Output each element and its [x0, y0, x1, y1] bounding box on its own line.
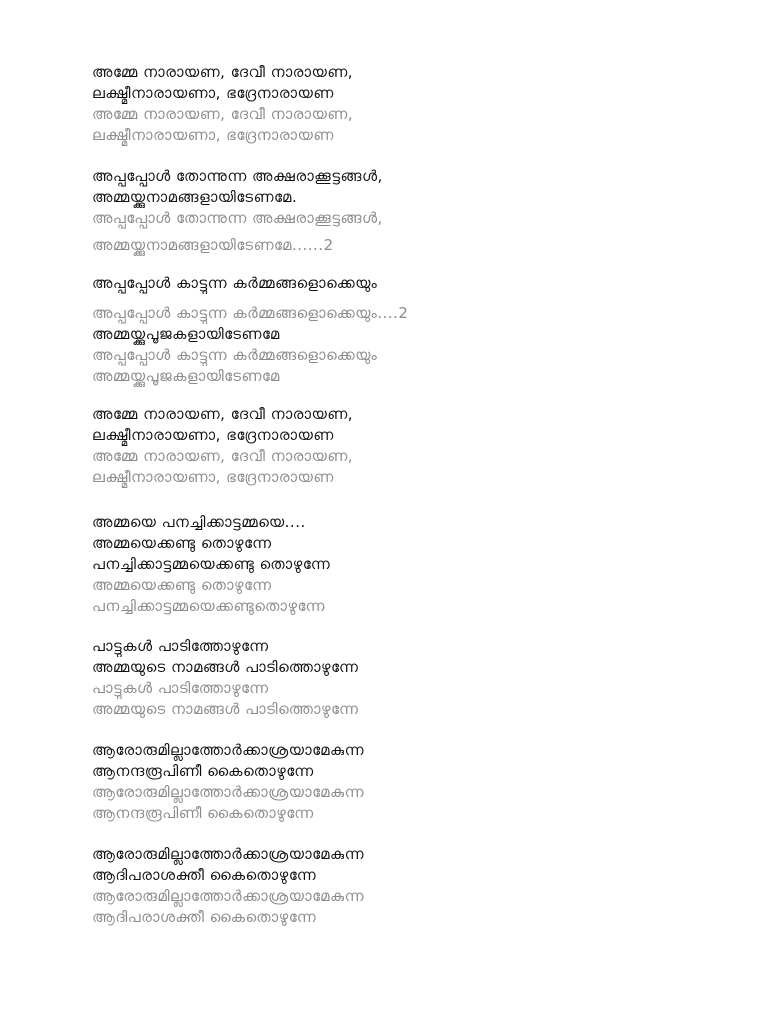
stanza-8 [92, 844, 712, 928]
lyric-line-repeat: അപ്പപ്പോൾ കാട്ടുന്ന കർമ്മങ്ങളൊക്കെയും....2 [92, 304, 409, 322]
lyric-line-repeat: ആരോരുമില്ലാത്തോർക്കാശ്രയാമേകുന്ന [92, 783, 365, 801]
lyric-line-repeat: ആദിപരാശക്തീ കൈതൊഴുന്നേ [92, 908, 317, 926]
stanza-4 [92, 404, 712, 488]
lyric-line: അമ്മയെ പനച്ചിക്കാട്ടമ്മയെ.... [92, 513, 306, 531]
lyric-line-repeat: ആരോരുമില്ലാത്തോർക്കാശ്രയാമേകുന്ന [92, 887, 365, 905]
lyric-line-repeat: അമ്മയെക്കണ്ടു തൊഴുന്നേ [92, 576, 272, 594]
lyric-line-repeat: അമ്മയുടെ നാമങ്ങൾ പാടിത്തൊഴുന്നേ [92, 700, 359, 718]
lyric-line: അമ്മയ്ക്കുപൂജകളായിടേണമേ [92, 325, 280, 343]
lyric-line: ആദിപരാശക്തീ കൈതൊഴുന്നേ [92, 866, 317, 884]
lyric-line: അമ്മയുടെ നാമങ്ങൾ പാടിത്തൊഴുന്നേ [92, 658, 359, 676]
lyric-line: അമ്മയെക്കണ്ടു തൊഴുന്നേ [92, 534, 272, 552]
stanza-3 [92, 273, 712, 387]
lyric-line-repeat: ആനന്ദരൂപിണീ കൈതൊഴുന്നേ [92, 804, 314, 822]
lyric-line: അപ്പപ്പോൾ കാട്ടുന്ന കർമ്മങ്ങളൊക്കെയും [92, 274, 378, 292]
stanza-7 [92, 740, 712, 824]
lyric-line: അമ്മയ്ക്കുനാമങ്ങളായിടേണമേ. [92, 188, 298, 206]
stanza-1 [92, 62, 712, 146]
lyric-line-repeat: അമ്മേ നാരായണ, ദേവീ നാരായണ, [92, 447, 354, 465]
stanza-5 [92, 512, 712, 617]
lyric-line-repeat: അമ്മേ നാരായണ, ദേവീ നാരായണ, [92, 105, 354, 123]
lyric-line: ആരോരുമില്ലാത്തോർക്കാശ്രയാമേകുന്ന [92, 845, 365, 863]
lyric-line-repeat: പാട്ടുകൾ പാടിത്തോഴുന്നേ [92, 679, 269, 697]
lyric-line: പാട്ടുകൾ പാടിത്തോഴുന്നേ [92, 637, 269, 655]
stanza-6 [92, 636, 712, 720]
lyric-line: പനച്ചിക്കാട്ടമ്മയെക്കണ്ടു തൊഴുന്നേ [92, 555, 331, 573]
lyric-line: അമ്മേ നാരായണ, ദേവീ നാരായണ, [92, 63, 354, 81]
lyric-line: ലക്ഷ്മീനാരായണാ, ഭദ്രേനാരായണ [92, 84, 334, 102]
lyric-line: ലക്ഷ്മീനാരായണാ, ഭദ്രേനാരായണ [92, 426, 334, 444]
lyric-line-repeat: ലക്ഷ്മീനാരായണാ, ഭദ്രേനാരായണ [92, 126, 334, 144]
lyric-line-repeat: ലക്ഷ്മീനാരായണാ, ഭദ്രേനാരായണ [92, 468, 334, 486]
lyric-line: ആനന്ദരൂപിണീ കൈതൊഴുന്നേ [92, 762, 314, 780]
lyric-line-repeat: അമ്മയ്ക്കുനാമങ്ങളായിടേണമേ......2 [92, 236, 334, 254]
lyric-line-repeat: അപ്പപ്പോൾ കാട്ടുന്ന കർമ്മങ്ങളൊക്കെയും [92, 346, 378, 364]
lyric-line: ആരോരുമില്ലാത്തോർക്കാശ്രയാമേകുന്ന [92, 741, 365, 759]
lyric-line: അമ്മേ നാരായണ, ദേവീ നാരായണ, [92, 405, 354, 423]
lyric-line: അപ്പപ്പോൾ തോന്നുന്ന അക്ഷരാക്കൂട്ടങ്ങൾ, [92, 167, 383, 185]
lyric-line-repeat: പനച്ചിക്കാട്ടമ്മയെക്കണ്ടുതൊഴുന്നേ [92, 597, 325, 615]
lyric-line-repeat: അപ്പപ്പോൾ തോന്നുന്ന അക്ഷരാക്കൂട്ടങ്ങൾ, [92, 209, 383, 227]
lyric-line-repeat: അമ്മയ്ക്കുപൂജകളായിടേണമേ [92, 367, 280, 385]
stanza-2 [92, 166, 712, 256]
